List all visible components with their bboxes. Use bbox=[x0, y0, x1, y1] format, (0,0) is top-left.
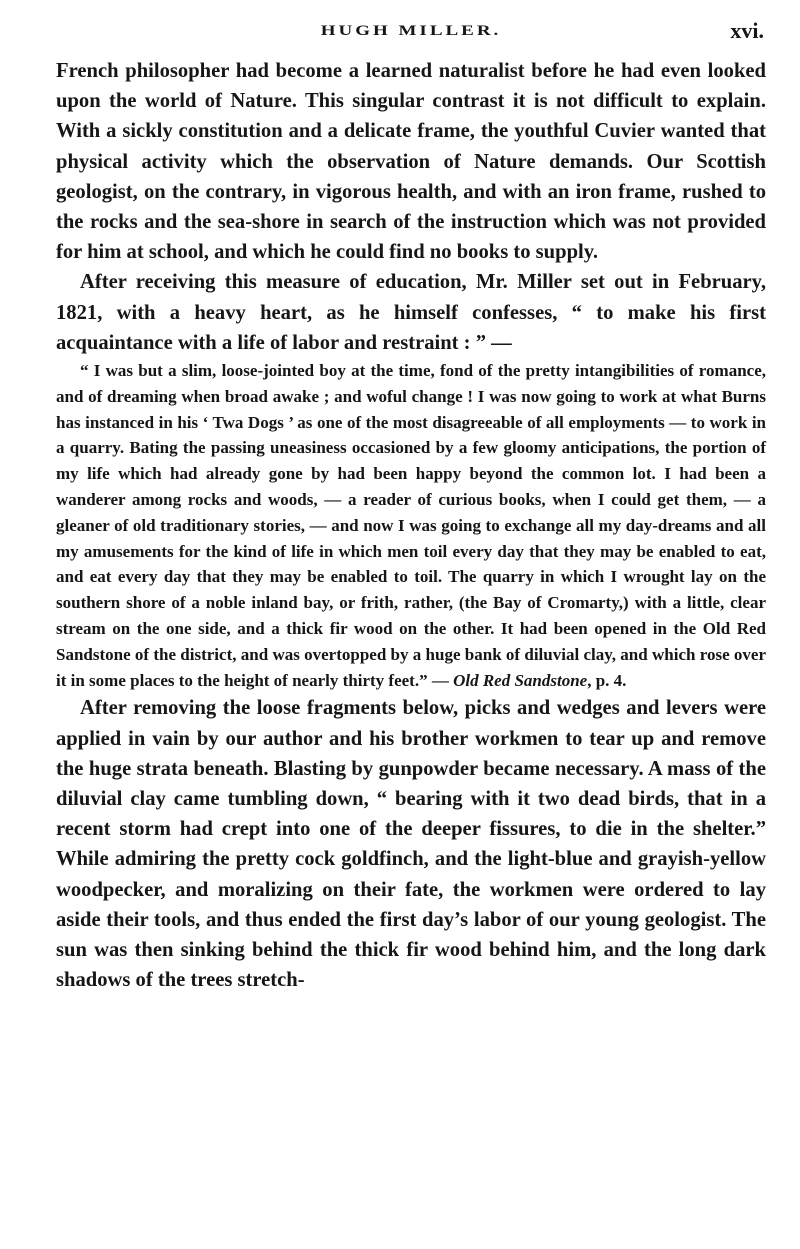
quotation-page-ref: , p. 4. bbox=[587, 670, 627, 690]
paragraph-quarry-labor: After removing the loose fragments below, picks and wedges and levers were applied in vain by our author and his brother workmen to tear up and remove the huge strata beneath. Blasting by gunpowder became necessary. A mass of the diluvial clay came tumbling down, “ bearing with it two dead birds, that in a recent storm had crept into one of the deeper fissures, to die in the shelter.” While admiring the pretty cock goldfinch, and the light-blue and grayish-yellow woodpecker, and moralizing on their fate, the workmen were ordered to lay aside their tools, and thus ended the first day’s labor of our young geologist. The sun was then sinking behind the thick fir wood behind him, and the long dark shadows of the trees stretch- bbox=[56, 697, 766, 992]
block-quotation bbox=[56, 358, 766, 693]
page-header bbox=[56, 14, 766, 56]
paragraph-education: After receiving this measure of education, Mr. Miller set out in February, 1821, with a heavy heart, as he himself confesses, “ to make his first acquaintance with a life of labor and restraint : ” — bbox=[56, 271, 766, 354]
quotation-source: Old Red Sandstone bbox=[453, 670, 588, 690]
page-number: xvi. bbox=[730, 18, 764, 43]
running-title: HUGH MILLER. bbox=[320, 22, 502, 39]
paragraph-cuvier-contrast: French philosopher had become a learned naturalist before he had even looked upon the world of Nature. This singular contrast it is not difficult to explain. With a sickly constitution and a delicate frame, the youthful Cuvier wanted that physical activity which the observation of Nature demands. Our Scottish geologist, on the contrary, in vigorous health, and with an iron frame, rushed to the rocks and the sea-shore in search of the instruction which was not provided for him at school, and which he could find no books to supply. bbox=[56, 60, 766, 264]
quotation-text: “ I was but a slim, loose-jointed boy at the time, fond of the pretty intangibilities of romance, and of dreaming when broad awake ; and woful change ! I was now going to work at what Burns has instanced in his ‘ Twa Dogs ’ as one of the most disagreeable of all employments — to work in a quarry. Bating the passing uneasiness occasioned by a few gloomy anticipations, the portion of my life which had already gone by had been happy beyond the common lot. I had been a wanderer among rocks and woods, — a reader of curious books, when I could get them, — a gleaner of old traditionary stories, — and now I was going to exchange all my day-dreams and all my amusements for the kind of life in which men toil every day that they may be enabled to eat, and eat every day that they may be enabled to toil. The quarry in which I wrought lay on the southern shore of a noble inland bay, or frith, rather, (the Bay of Cromarty,) with a little, clear stream on the one side, and a thick fir wood on the other. It had been opened in the Old Red Sandstone of the district, and was overtopped by a huge bank of diluvial clay, and which rose over it in some places to the height of nearly thirty feet.” — bbox=[56, 361, 766, 690]
